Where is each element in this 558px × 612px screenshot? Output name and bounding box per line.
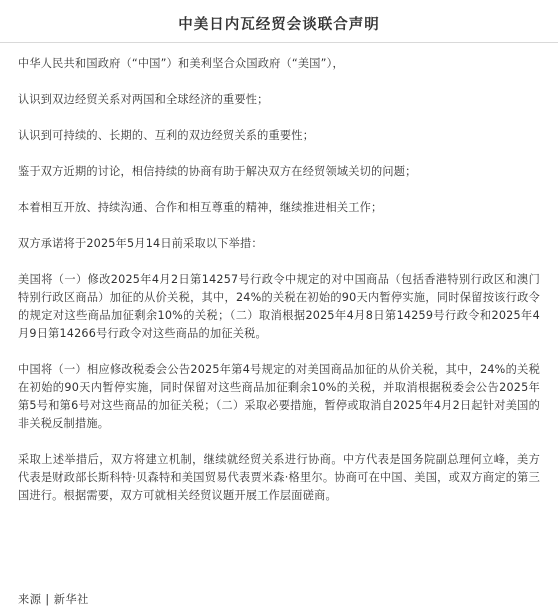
paragraph-recent-discussions: 鉴于双方近期的讨论，相信持续的协商有助于解决双方在经贸领域关切的问题； xyxy=(18,165,417,178)
paragraph-us-actions: 美国将（一）修改2025年4月2日第14257号行政令中规定的对中国商品（包括香港特别行政区和澳门特别行政区商品）加征的从价关税，其中，24%的关税在初始的90天内暂停实施，同时保留按该行政令的规定对这些商品加征剩余10%的关税；（二）取消根据2025年4月8日第14259号行政令和2025年4月9日第14266号行政令对这些商品的加征关税。 xyxy=(18,273,540,340)
document-title: 中美日内瓦经贸会谈联合声明 xyxy=(178,17,380,33)
title-bar xyxy=(0,0,558,43)
paragraph-mechanism: 采取上述举措后，双方将建立机制，继续就经贸关系进行协商。中方代表是国务院副总理何立峰，美方代表是财政部长斯科特·贝森特和美国贸易代表贾米森·格里尔。协商可在中国、美国，或双方商定的第三国进行。根据需要，双方可就相关经贸议题开展工作层面磋商。 xyxy=(18,453,540,502)
paragraph-recognize-importance: 认识到双边经贸关系对两国和全球经济的重要性； xyxy=(18,93,269,106)
paragraph-recognize-sustainable: 认识到可持续的、长期的、互利的双边经贸关系的重要性； xyxy=(18,129,315,142)
source-line: 来源 | 新华社 xyxy=(18,593,89,606)
paragraph-parties: 中华人民共和国政府（“中国”）和美利坚合众国政府（“美国”）， xyxy=(18,57,344,70)
paragraph-spirit: 本着相互开放、持续沟通、合作和相互尊重的精神，继续推进相关工作； xyxy=(18,201,383,214)
paragraph-china-actions: 中国将（一）相应修改税委会公告2025年第4号规定的对美国商品加征的从价关税，其中，24%的关税在初始的90天内暂停实施，同时保留对这些商品加征剩余10%的关税，并取消根据税委会公告2025年第5号和第6号对这些商品的加征关税；（二）采取必要措施，暂停或取消自2025年4月2日起针对美国的非关税反制措施。 xyxy=(18,363,540,430)
paragraph-commitment: 双方承诺将于2025年5月14日前采取以下举措： xyxy=(18,237,263,250)
